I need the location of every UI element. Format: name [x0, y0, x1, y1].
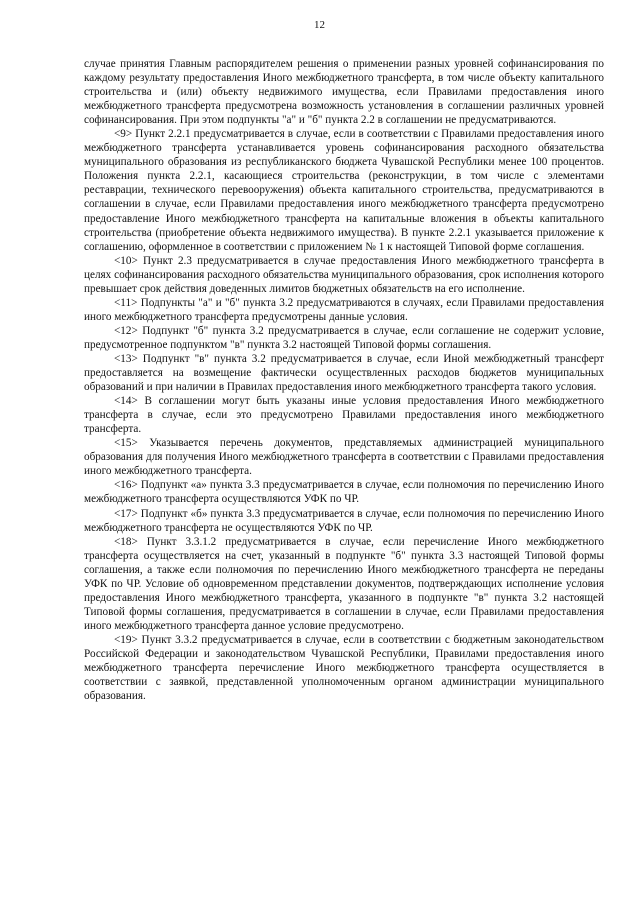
- footnote-17: <17> Подпункт «б» пункта 3.3 предусматривается в случае, если полномочия по перечислению Иного межбюджетного трансферта не осуществляются УФК по ЧР.: [84, 507, 604, 534]
- document-body: [84, 57, 604, 703]
- footnote-10: <10> Пункт 2.3 предусматривается в случае предоставления Иного межбюджетного трансферта в целях софинансирования расходного обязательства муниципального образования, срок исполнения которого превышает срок действия доведенных лимитов бюджетных обязательств на его исполнение.: [84, 254, 604, 295]
- footnote-11: <11> Подпункты "а" и "б" пункта 3.2 предусматриваются в случаях, если Правилами предоставления иного межбюджетного трансферта предусмотрены данные условия.: [84, 296, 604, 323]
- footnote-12: <12> Подпункт "б" пункта 3.2 предусматривается в случае, если соглашение не содержит условие, предусмотренное подпунктом "в" пункта 3.2 настоящей Типовой формы соглашения.: [84, 324, 604, 351]
- footnote-14: <14> В соглашении могут быть указаны иные условия предоставления Иного межбюджетного трансферта в случае, если это предусмотрено Правилами предоставления иного межбюджетного трансферта.: [84, 395, 604, 436]
- footnote-19: <19> Пункт 3.3.2 предусматривается в случае, если в соответствии с бюджетным законодательством Российской Федерации и законодательством Чувашской Республики, Правилами предоставления иного межбюджетного трансферта перечисление Иного межбюджетного трансферта осуществляется в соответствии с заявкой, представленной уполномоченным органом администрации муниципального образования.: [84, 633, 604, 703]
- footnote-13: <13> Подпункт "в" пункта 3.2 предусматривается в случае, если Иной межбюджетный трансферт предоставляется на возмещение фактически осуществленных расходов бюджетов муниципальных образований и при наличии в Правилах предоставления иного межбюджетного трансферта такого условия.: [84, 352, 604, 394]
- paragraph-continuation: случае принятия Главным распорядителем решения о применении разных уровней софинансирования по каждому результату предоставления Иного межбюджетного трансферта, в том числе объекту капитального строительства и (или) объекту недвижимого имущества, если Правилами предоставления иного межбюджетного трансферта предусмотрена возможность установления в соглашении различных уровней софинансирования. При этом подпункты "а" и "б" пункта 2.2 в соглашении не предусматриваются.: [84, 58, 604, 127]
- footnote-15: <15> Указывается перечень документов, представляемых администрацией муниципального образования для получения Иного межбюджетного трансферта в соответствии с Правилами предоставления иного межбюджетного трансферта.: [84, 437, 604, 478]
- page-number: 12: [314, 19, 325, 31]
- footnote-16: <16> Подпункт «а» пункта 3.3 предусматривается в случае, если полномочия по перечислению Иного межбюджетного трансферта осуществляются УФК по ЧР.: [84, 479, 604, 506]
- footnote-9: <9> Пункт 2.2.1 предусматривается в случае, если в соответствии с Правилами предоставления иного межбюджетного трансферта устанавливается уровень софинансирования расходного обязательства муниципального образования из республиканского бюджета Чувашской Республики менее 100 процентов. Положения пункта 2.2.1, касающиеся строительства (реконструкции, в том числе с элементами реставрации, технического перевооружения) объекта капитального строительства, предусматриваются в соглашении в случае, если Правилами предоставления иного межбюджетного трансферта предусмотрено предоставление Иного межбюджетного трансферта на капитальные вложения в объекты капитального строительства (приобретение объекта недвижимого имущества). В пункте 2.2.1 указывается приложение к соглашению, оформленное в соответствии с приложением № 1 к настоящей Типовой форме соглашения.: [84, 128, 604, 253]
- footnote-18: <18> Пункт 3.3.1.2 предусматривается в случае, если перечисление Иного межбюджетного трансферта осуществляется на счет, указанный в подпункте "б" пункта 3.3 настоящей Типовой формы соглашения, а также если полномочия по перечислению Иного межбюджетного трансферта не переданы УФК по ЧР. Условие об одновременном представлении документов, подтверждающих исполнение условия предоставления Иного межбюджетного трансферта, указанного в подпункте "в" пункта 3.2 настоящей Типовой формы соглашения, предусматривается в соглашении в случае, если Правилами предоставления иного межбюджетного трансферта данное условие предусмотрено.: [84, 535, 604, 632]
